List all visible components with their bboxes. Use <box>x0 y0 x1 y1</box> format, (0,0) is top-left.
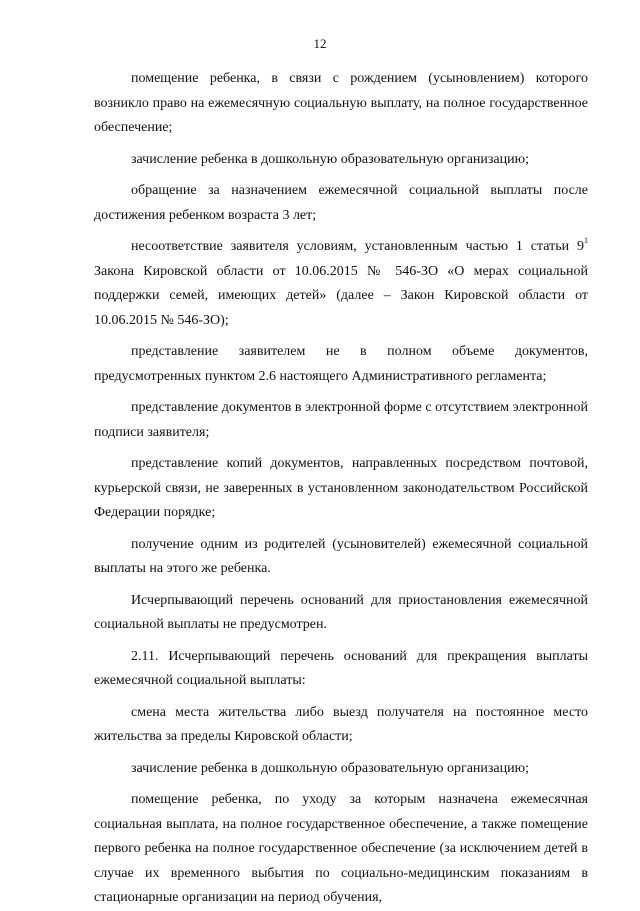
paragraph: Исчерпывающий перечень оснований для приостановления ежемесячной социальной выплаты не предусмотрен. <box>94 592 588 632</box>
article-superscript: 1 <box>584 236 588 246</box>
paragraph: зачисление ребенка в дошкольную образовательную организацию; <box>131 151 529 167</box>
law-text-after: Закона Кировской области от 10.06.2015 № 546-ЗО «О мерах социальной поддержки семей, имеющих детей» (далее – Закон Кировской области от 10.06.2015 № 546-ЗО); <box>94 263 588 328</box>
law-text-before: несоответствие заявителя условиям, установленным частью 1 статьи 9 <box>131 239 584 254</box>
document-body <box>94 67 588 911</box>
paragraph: смена места жительства либо выезд получателя на постоянное место жительства за пределы Кировской области; <box>94 704 588 744</box>
paragraph: представление заявителем не в полном объеме документов, предусмотренных пунктом 2.6 настоящего Административного регламента; <box>94 344 588 384</box>
page-number: 12 <box>313 36 327 51</box>
paragraph: помещение ребенка, по уходу за которым назначена ежемесячная социальная выплата, на полное государственное обеспечение, а также помещение первого ребенка на полное государственное обеспечение (за исключением детей в случае их временного выбытия по социально-медицинским показаниям в стационарные организации на период обучения, <box>94 792 588 905</box>
paragraph: обращение за назначением ежемесячной социальной выплаты после достижения ребенком возраста 3 лет; <box>94 183 588 223</box>
paragraph: представление документов в электронной форме с отсутствием электронной подписи заявителя; <box>94 400 588 440</box>
paragraph: зачисление ребенка в дошкольную образовательную организацию; <box>131 760 529 776</box>
section-heading-paragraph: 2.11. Исчерпывающий перечень оснований для прекращения выплаты ежемесячной социальной выплаты: <box>94 648 588 688</box>
paragraph: получение одним из родителей (усыновителей) ежемесячной социальной выплаты на этого же ребенка. <box>94 536 588 576</box>
paragraph: помещение ребенка, в связи с рождением (усыновлением) которого возникло право на ежемесячную социальную выплату, на полное государственное обеспечение; <box>94 71 588 135</box>
paragraph: представление копий документов, направленных посредством почтовой, курьерской связи, не заверенных в установленном законодательством Российской Федерации порядке; <box>94 456 588 520</box>
law-reference-paragraph <box>94 235 588 333</box>
